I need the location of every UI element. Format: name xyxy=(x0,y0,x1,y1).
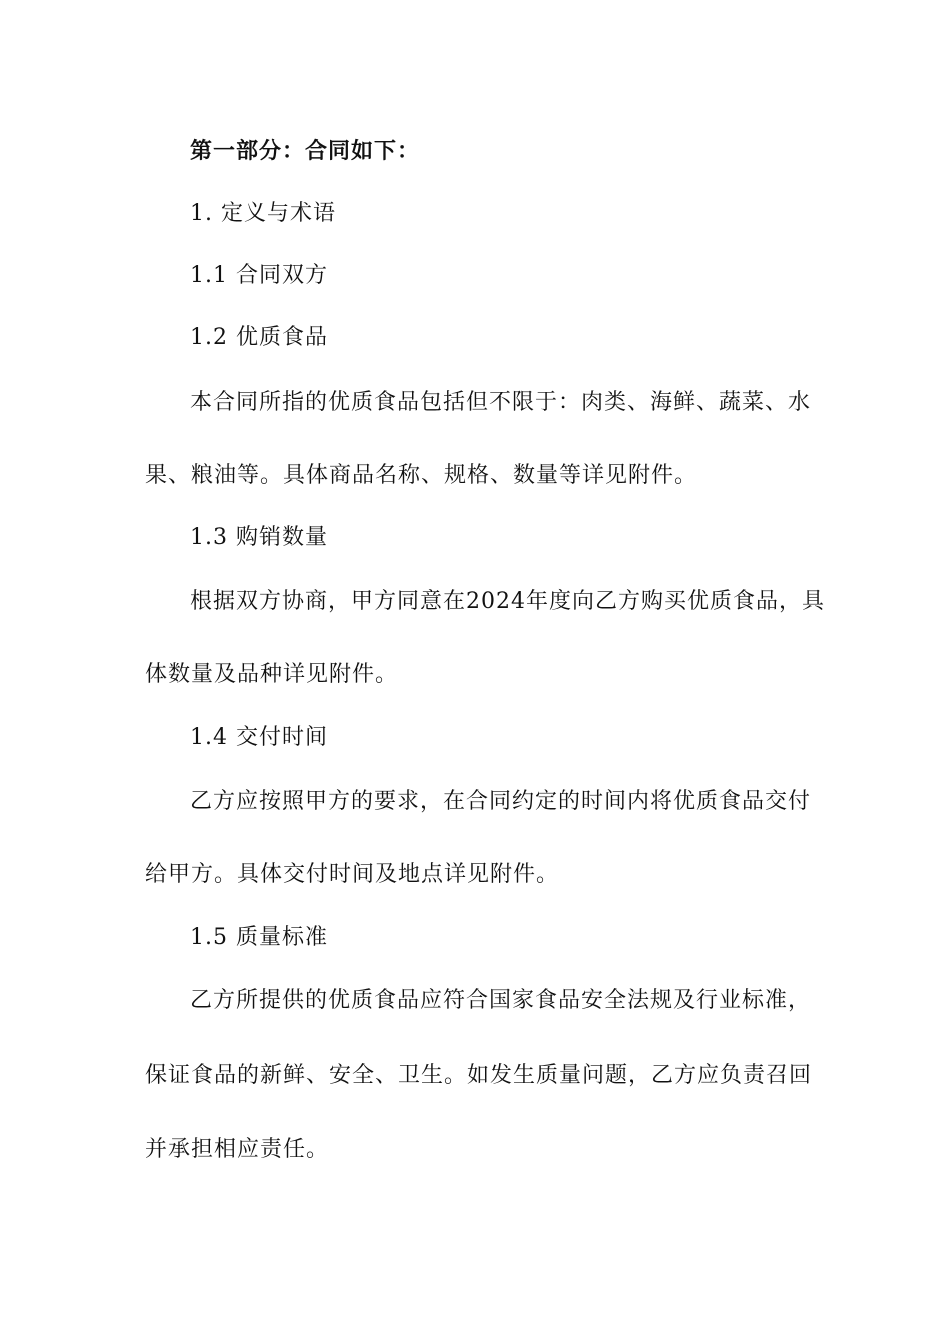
section-1-2-paragraph-line-1: 本合同所指的优质食品包括但不限于：肉类、海鲜、蔬菜、水 xyxy=(190,390,812,415)
section-1-3-paragraph-line-2: 体数量及品种详见附件。 xyxy=(145,662,399,687)
section-1-4-paragraph-line-1: 乙方应按照甲方的要求，在合同约定的时间内将优质食品交付 xyxy=(190,789,812,814)
section-1-5-paragraph-line-3: 并承担相应责任。 xyxy=(145,1137,330,1162)
section-1-2-heading: 1.2 优质食品 xyxy=(190,325,328,350)
section-1-2-paragraph-line-2: 果、粮油等。具体商品名称、规格、数量等详见附件。 xyxy=(145,463,698,488)
part-title: 第一部分：合同如下： xyxy=(190,139,421,164)
section-1-5-paragraph-line-2: 保证食品的新鲜、安全、卫生。如发生质量问题，乙方应负责召回 xyxy=(145,1063,813,1088)
section-1-heading: 1. 定义与术语 xyxy=(190,201,336,226)
section-1-4-heading: 1.4 交付时间 xyxy=(190,725,328,750)
section-1-1-heading: 1.1 合同双方 xyxy=(190,263,328,288)
section-1-5-paragraph-line-1: 乙方所提供的优质食品应符合国家食品安全法规及行业标准， xyxy=(190,988,812,1013)
section-1-4-paragraph-line-2: 给甲方。具体交付时间及地点详见附件。 xyxy=(145,862,560,887)
section-1-5-heading: 1.5 质量标准 xyxy=(190,925,328,950)
section-1-3-paragraph-line-1: 根据双方协商，甲方同意在2024年度向乙方购买优质食品，具 xyxy=(190,589,825,614)
section-1-3-heading: 1.3 购销数量 xyxy=(190,525,328,550)
